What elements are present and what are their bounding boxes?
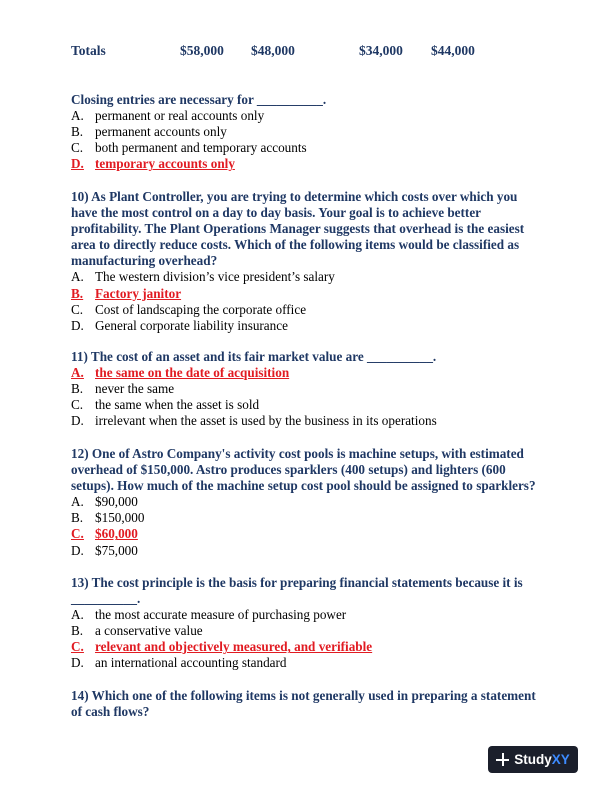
answer-option: C. the same when the asset is sold bbox=[71, 397, 260, 413]
question-stem-line: 12) One of Astro Company's activity cost pools is machine setups, with estimated bbox=[71, 446, 524, 461]
answer-option: B. a conservative value bbox=[71, 623, 203, 639]
answer-option: D. General corporate liability insurance bbox=[71, 317, 288, 333]
answer-option: D. an international accounting standard bbox=[71, 655, 287, 671]
question-stem-line: area to directly reduce costs. Which of the following items would be classified as bbox=[71, 237, 520, 253]
answer-option: A. permanent or real accounts only bbox=[71, 108, 265, 124]
question-closing-entries bbox=[71, 92, 571, 172]
question-stem-line: overhead of $150,000. Astro produces sparklers (400 setups) and lighters (600 bbox=[71, 462, 506, 478]
question-14 bbox=[71, 688, 571, 720]
totals-value: $58,000 bbox=[180, 43, 224, 58]
totals-label: Totals bbox=[71, 43, 106, 58]
question-13 bbox=[71, 575, 571, 672]
question-stem: 11) The cost of an asset and its fair market value are __________. bbox=[71, 349, 437, 364]
answer-option: A. The western division’s vice president’s salary bbox=[71, 269, 335, 285]
answer-option: D. irrelevant when the asset is used by the business in its operations bbox=[71, 413, 437, 429]
question-stem-line: __________. bbox=[71, 591, 141, 607]
question-stem-line: 14) Which one of the following items is not generally used in preparing a statement bbox=[71, 688, 536, 703]
answer-option: D. $75,000 bbox=[71, 542, 138, 558]
question-stem-line: 10) As Plant Controller, you are trying to determine which costs over which you bbox=[71, 189, 518, 204]
question-12 bbox=[71, 446, 571, 559]
question-10 bbox=[71, 189, 571, 334]
totals-row bbox=[71, 43, 592, 59]
correct-answer-option: B. Factory janitor bbox=[71, 285, 182, 301]
studyxy-logo-badge[interactable] bbox=[488, 746, 578, 773]
question-stem-line: profitability. The Plant Operations Manager suggests that overhead is the easiest bbox=[71, 221, 525, 237]
plus-icon bbox=[496, 753, 509, 766]
answer-option: C. both permanent and temporary accounts bbox=[71, 140, 307, 156]
totals-value: $34,000 bbox=[359, 43, 403, 58]
answer-option: B. $150,000 bbox=[71, 510, 145, 526]
answer-option: C. Cost of landscaping the corporate office bbox=[71, 301, 307, 317]
correct-answer-option: D. temporary accounts only bbox=[71, 156, 235, 172]
answer-option: A. $90,000 bbox=[71, 494, 138, 510]
question-stem-line: of cash flows? bbox=[71, 704, 150, 720]
totals-value: $44,000 bbox=[431, 43, 475, 58]
question-stem-line: manufacturing overhead? bbox=[71, 253, 218, 269]
question-stem-line: have the most control on a day to day basis. Your goal is to achieve better bbox=[71, 205, 482, 221]
correct-answer-option: A. the same on the date of acquisition bbox=[71, 365, 290, 381]
answer-option: A. the most accurate measure of purchasing power bbox=[71, 607, 347, 623]
question-11 bbox=[71, 349, 571, 429]
totals-value: $48,000 bbox=[251, 43, 295, 58]
answer-option: B. never the same bbox=[71, 381, 175, 397]
correct-answer-option: C. $60,000 bbox=[71, 526, 138, 542]
brand-name: StudyXY bbox=[514, 752, 570, 767]
question-stem: Closing entries are necessary for __________. bbox=[71, 92, 327, 107]
question-stem-line: setups). How much of the machine setup cost pool should be assigned to sparklers? bbox=[71, 478, 536, 494]
correct-answer-option: C. relevant and objectively measured, and verifiable bbox=[71, 639, 373, 655]
answer-option: B. permanent accounts only bbox=[71, 124, 227, 140]
question-stem-line: 13) The cost principle is the basis for preparing financial statements because it is bbox=[71, 575, 523, 590]
